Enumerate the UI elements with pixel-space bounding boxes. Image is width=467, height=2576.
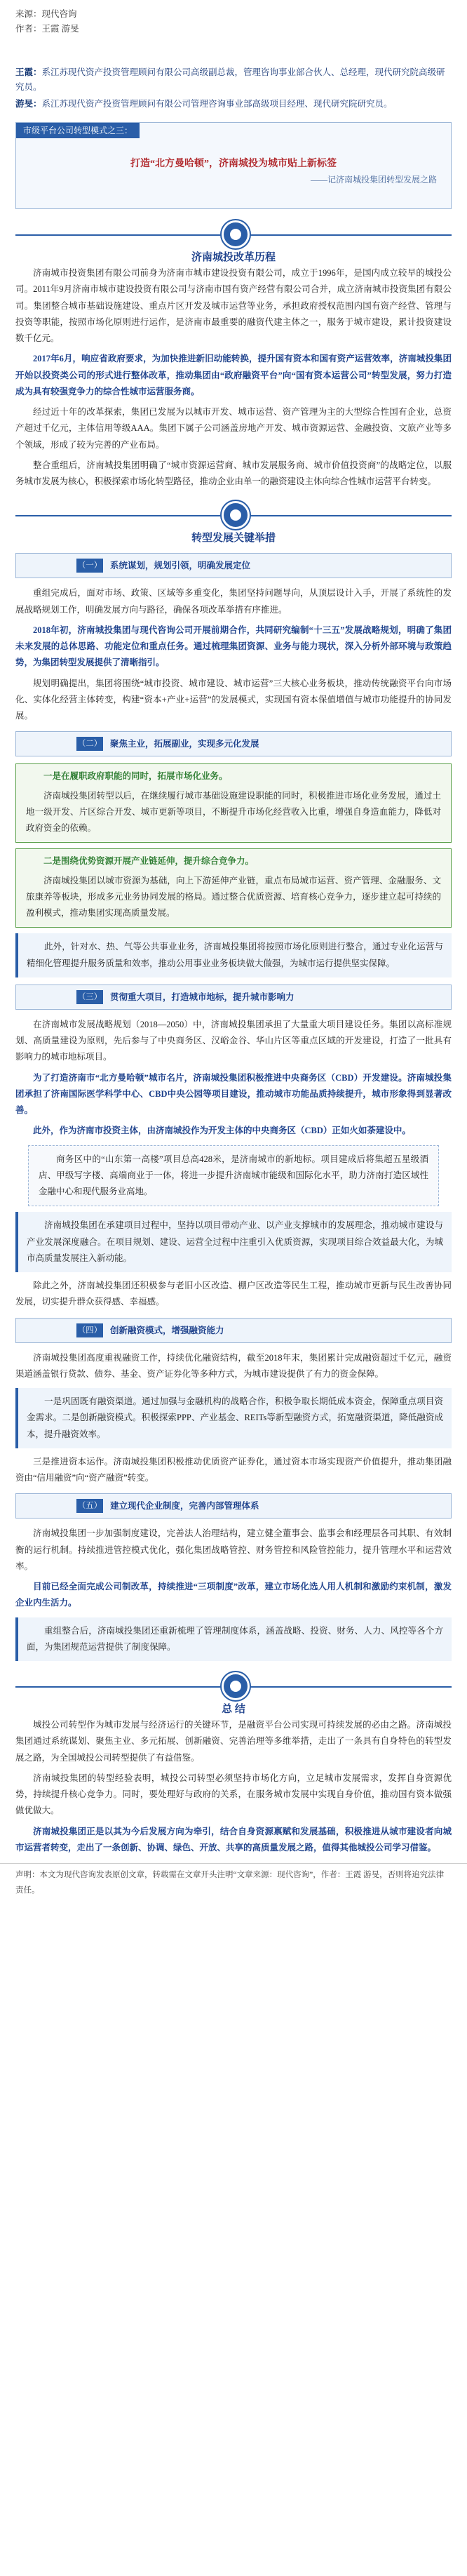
paragraph: 经过近十年的改革探索，集团已发展为以城市开发、城市运营、资产管理为主的大型综合性国有企业，总资产超过千亿元，主体信用等级AAA。集团下属子公司涵盖房地产开发、城市资源运营、金融投资、文旅产业等多个领域，形成了较为完善的产业布局。 — [15, 407, 452, 450]
intro-title: 打造“北方曼哈顿”，济南城投为城市贴上新标签 — [130, 159, 337, 170]
paragraph: 在济南城市发展战略规划（2018—2050）中，济南城投集团承担了大量重大项目建设任务。集团以高标准规划、高质量建设为原则，先后参与了中央商务区、汉峪金谷、华山片区等重点区域的开发建设，打造了一批具有影响力的城市地标项目。 — [15, 1019, 452, 1062]
paragraph: 济南城市投资集团有限公司前身为济南市城市建设投资有限公司，成立于1996年，是国内成立较早的城投公司。2011年9月济南市城市建设投资有限公司与济南市国有资产经营有限公司合并，成立济南城市投资集团有限公司。集团整合城市基础设施建设、重点片区开发及城市运营等业务，承担政府授权范围内国有资产经营、管理与投资等职能，按照市场化原则进行运作，是济南市最重要的融资代建主体之一，服务于城市建设，累计投资建设数千亿元。 — [15, 268, 452, 344]
author-desc: 系江苏现代资产投资管理顾问有限公司管理咨询事业部高级项目经理、现代研究院研究员。 — [41, 99, 393, 109]
paragraph-highlight: 2018年初，济南城投集团与现代咨询公司开展前期合作，共同研究编制“十三五”发展战略规划，明确了集团未来发展的总体思路、功能定位和重点任务。通过梳理集团资源、业务与能力现状，深入分析外部环境与政策趋势，为集团转型发展提供了清晰指引。 — [15, 625, 452, 668]
footer-text: 声明：本文为现代咨询发表原创文章，转载需在文章开头注明“文章来源：现代咨询”，作者：王霞 游旻，否则将追究法律责任。 — [15, 1871, 445, 1895]
section-title: 转型发展关键举措 — [191, 533, 276, 545]
subsection-number: （一） — [76, 559, 103, 573]
section-body — [0, 1526, 467, 1611]
author-bio — [15, 97, 452, 112]
author-line: 作者：王霞 游旻 — [15, 24, 79, 34]
section-title: 济南城投改革历程 — [191, 252, 276, 264]
author-desc: 系江苏现代资产投资管理顾问有限公司高级副总裁，管理咨询事业部合伙人、总经理，现代研究院高级研究员。 — [15, 67, 445, 93]
callout-box — [15, 763, 452, 843]
section-header — [0, 500, 467, 546]
section-badge-icon — [222, 501, 250, 529]
subsection-header — [15, 985, 452, 1010]
article-meta — [0, 0, 467, 37]
paragraph: 规划明确提出，集团将围绕“城市投资、城市建设、城市运营”三大核心业务板块，推动传统融资平台向市场化、实体化经营主体转变，构建“资本+产业+运营”的发展模式，实现国有资本保值增值与城市功能提升的协同发展。 — [15, 678, 452, 721]
callout-title: 二是围绕优势资源开展产业链延伸，提升综合竞争力。 — [43, 856, 255, 867]
subsection-header — [15, 1493, 452, 1519]
section-body — [0, 265, 467, 490]
paragraph-highlight: 2017年6月，响应省政府要求，为加快推进新旧动能转换，提升国有资本和国有资产运营效率，济南城投集团开始以投资类公司的形式进行整体改革，推动集团由“政府融资平台”向“国有资本运营公司”转型发展，努力打造成为具有较强竞争力的综合性城市运营服务商。 — [15, 354, 452, 396]
section-body — [0, 1454, 467, 1487]
subsection-title: 聚焦主业，拓展副业，实现多元化发展 — [110, 739, 259, 749]
intro-subtitle: ——记济南城投集团转型发展之路 — [310, 175, 437, 185]
subsection-number: （三） — [76, 990, 103, 1004]
paragraph-highlight: 为了打造济南市“北方曼哈顿”城市名片，济南城投集团积极推进中央商务区（CBD）开发建设。济南城投集团承担了济南国际医学科学中心、CBD中央公园等项目建设，推动城市功能品质持续提升，城市形象得到显著改善。 — [15, 1072, 452, 1116]
subsection-title: 建立现代企业制度，完善内部管理体系 — [110, 1501, 259, 1511]
paragraph: 整合重组后，济南城投集团明确了“城市资源运营商、城市发展服务商、城市价值投资商”的战略定位，以服务城市发展为核心，积极探索市场化转型路径，推动企业由单一的融资建设主体向综合性城市运营平台转变。 — [15, 460, 452, 487]
copyright-footer — [0, 1863, 467, 1898]
section-body — [0, 585, 467, 724]
note-box — [15, 1212, 452, 1272]
author-bios — [0, 65, 467, 113]
source-line: 来源：现代咨询 — [15, 9, 77, 19]
subsection-header — [15, 731, 452, 756]
subsection-header — [15, 1318, 452, 1343]
note-text: 重组整合后，济南城投集团还重新梳理了管理制度体系，涵盖战略、投资、财务、人力、风控等各个方面，为集团规范运营提供了制度保障。 — [27, 1625, 443, 1652]
subsection-title: 创新融资模式，增强融资能力 — [110, 1325, 224, 1335]
note-box — [15, 933, 452, 977]
subsection-number: （二） — [76, 737, 103, 751]
callout-text: 济南城投集团以城市资源为基础，向上下游延伸产业链，重点布局城市运营、资产管理、金融服务、文旅康养等板块，形成多元业务协同发展的格局。通过整合优质资源、培育核心竞争力，逐步建立起可持续的盈利模式，推动集团实现高质量发展。 — [26, 875, 441, 919]
paragraph: 三是推进资本运作。济南城投集团积极推动优质资产证券化，通过资本市场实现资产价值提升，推动集团融资由“信用融资”向“资产融资”转变。 — [15, 1456, 452, 1483]
section-header — [0, 219, 467, 265]
subsection-title: 贯彻重大项目，打造城市地标，提升城市影响力 — [110, 992, 295, 1002]
note-text: 一是巩固既有融资渠道。通过加强与金融机构的战略合作，积极争取长期低成本资金，保障重点项目资金需求。二是创新融资模式。积极探索PPP、产业基金、REITs等新型融资方式，拓宽融资渠道，降低融资成本，提升融资效率。 — [27, 1396, 443, 1439]
callout-title: 一是在履职政府职能的同时，拓展市场化业务。 — [43, 771, 228, 782]
section-header — [0, 1671, 467, 1717]
callout-box — [15, 848, 452, 928]
note-text: 济南城投集团在承建项目过程中，坚持以项目带动产业、以产业支撑城市的发展理念，推动城市建设与产业发展深度融合。在项目规划、建设、运营全过程中注重引入优质资源，实现项目综合效益最大化，为城市高质量发展注入新动能。 — [27, 1220, 443, 1263]
intro-box — [15, 122, 452, 209]
subsection-header — [15, 553, 452, 578]
section-badge-icon — [222, 1672, 250, 1700]
paragraph-highlight: 目前已经全面完成公司制改革，持续推进“三项制度”改革，建立市场化选人用人机制和激励约束机制，激发企业内生活力。 — [15, 1582, 452, 1608]
section-body — [0, 1017, 467, 1140]
paragraph: 济南城投集团的转型经验表明，城投公司转型必须坚持市场化方向，立足城市发展需求，发挥自身资源优势，持续提升核心竞争力。同时，要处理好与政府的关系，在服务城市发展中实现自身价值，推动国有资本做强做优做大。 — [15, 1773, 452, 1816]
paragraph-highlight: 此外，作为济南市投资主体，由济南城投作为开发主体的中央商务区（CBD）正如火如荼建设中。 — [33, 1126, 411, 1136]
paragraph: 城投公司转型作为城市发展与经济运行的关键环节，是融资平台公司实现可持续发展的必由之路。济南城投集团通过系统谋划、聚焦主业、多元拓展、创新融资、完善治理等多维举措，走出了一条具有自身特色的转型发展之路，为全国城投公司转型提供了有益借鉴。 — [15, 1720, 452, 1763]
quote-text: 商务区中的“山东第一高楼”项目总高428米，是济南城市的新地标。项目建成后将集超五星级酒店、甲级写字楼、高端商业于一体，将进一步提升济南城市能级和国际化水平，助力济南打造区域性金融中心和现代服务业高地。 — [39, 1154, 428, 1197]
subsection-title: 系统谋划，规划引领，明确发展定位 — [110, 561, 251, 571]
paragraph: 济南城投集团高度重视融资工作，持续优化融资结构，截至2018年末，集团累计完成融资超过千亿元，融资渠道涵盖银行贷款、债券、基金、资产证券化等多种方式，为城市建设提供了有力的资金保障。 — [15, 1352, 452, 1379]
section-body — [0, 1717, 467, 1856]
paragraph: 济南城投集团一步加强制度建设，完善法人治理结构，建立健全董事会、监事会和经理层各司其职、有效制衡的运行机制。持续推进管控模式优化，强化集团战略管控、财务管控和风险管控能力，提升管理水平和运营效率。 — [15, 1528, 452, 1571]
subsection-number: （五） — [76, 1499, 103, 1513]
author-bio — [15, 65, 452, 96]
note-text: 此外，针对水、热、气等公共事业业务，济南城投集团将按照市场化原则进行整合，通过专业化运营与精细化管理提升服务质量和效率，推动公用事业业务板块做大做强，为城市运行提供坚实保障。 — [27, 942, 443, 968]
section-title: 总 结 — [222, 1704, 245, 1716]
quote-box — [28, 1145, 439, 1207]
note-box — [15, 1388, 452, 1448]
intro-tag: 市级平台公司转型模式之三： — [16, 123, 140, 138]
paragraph: 重组完成后，面对市场、政策、区域等多重变化，集团坚持问题导向，从顶层设计入手，开展了系统性的发展战略规划工作，明确发展方向与路径，确保各项改革举措有序推进。 — [15, 588, 452, 615]
callout-text: 济南城投集团转型以后，在继续履行城市基础设施建设职能的同时，积极推进市场化业务发展，通过土地一级开发、片区综合开发、城市更新等项目，不断提升市场化经营收入比重，增强自身造血能力，降低对政府资金的依赖。 — [26, 790, 441, 834]
subsection-number: （四） — [76, 1323, 103, 1337]
author-name: 游旻： — [15, 99, 42, 109]
author-name: 王霞： — [15, 67, 42, 77]
section-badge-icon — [222, 220, 250, 248]
section-body — [0, 1350, 467, 1383]
paragraph-highlight: 济南城投集团正是以其为今后发展方向为牵引，结合自身资源禀赋和发展基础，积极推进从城市建设者向城市运营者转变，走出了一条创新、协调、绿色、开放、共享的高质量发展之路，值得其他城投公司学习借鉴。 — [15, 1826, 452, 1853]
note-box — [15, 1617, 452, 1662]
paragraph: 除此之外，济南城投集团还积极参与老旧小区改造、棚户区改造等民生工程，推动城市更新与民生改善协同发展，切实提升群众获得感、幸福感。 — [15, 1281, 452, 1307]
section-body — [0, 1278, 467, 1311]
